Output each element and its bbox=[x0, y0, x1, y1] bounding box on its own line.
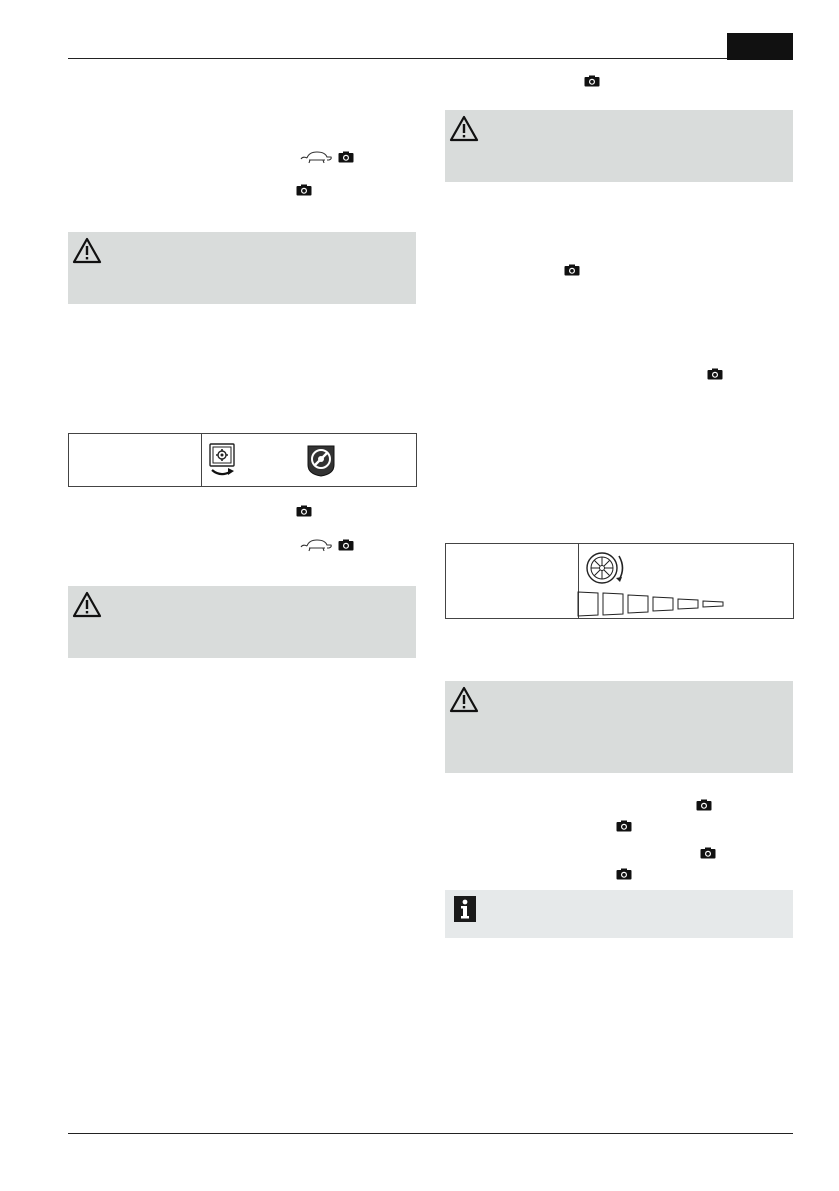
camera-icon bbox=[616, 868, 632, 880]
camera-icon bbox=[296, 505, 312, 517]
warning-box bbox=[68, 586, 416, 658]
warning-triangle-icon bbox=[72, 591, 102, 618]
camera-icon bbox=[338, 539, 354, 551]
info-box bbox=[445, 890, 793, 938]
symbol-table-gear bbox=[68, 433, 417, 487]
camera-icon bbox=[338, 151, 354, 163]
symbol-table-rotor bbox=[445, 543, 794, 619]
footer-rule bbox=[68, 1133, 793, 1134]
symbol-table-label-cell bbox=[69, 434, 202, 487]
camera-icon bbox=[616, 820, 632, 832]
warning-box bbox=[445, 110, 793, 182]
camera-icon bbox=[564, 264, 580, 276]
gear-prohibited-icon bbox=[304, 443, 338, 477]
language-tab bbox=[727, 33, 793, 60]
warning-box bbox=[68, 232, 416, 304]
info-icon bbox=[454, 896, 476, 922]
warning-triangle-icon bbox=[449, 686, 479, 713]
camera-icon bbox=[296, 184, 312, 196]
warning-box bbox=[445, 681, 793, 773]
rotor-wheel-icon bbox=[585, 550, 629, 586]
symbol-table-icon-cell bbox=[579, 544, 794, 619]
camera-icon bbox=[700, 847, 716, 859]
decreasing-size-steps-icon bbox=[577, 590, 745, 618]
header-rule bbox=[68, 58, 793, 59]
warning-triangle-icon bbox=[449, 115, 479, 142]
camera-icon bbox=[584, 75, 600, 87]
symbol-table-label-cell bbox=[446, 544, 579, 619]
camera-icon bbox=[707, 368, 723, 380]
turtle-icon bbox=[299, 150, 333, 164]
gear-rotate-icon bbox=[208, 442, 240, 478]
warning-triangle-icon bbox=[72, 237, 102, 264]
turtle-icon bbox=[299, 538, 333, 552]
symbol-table-icon-cell bbox=[202, 434, 417, 487]
camera-icon bbox=[696, 799, 712, 811]
